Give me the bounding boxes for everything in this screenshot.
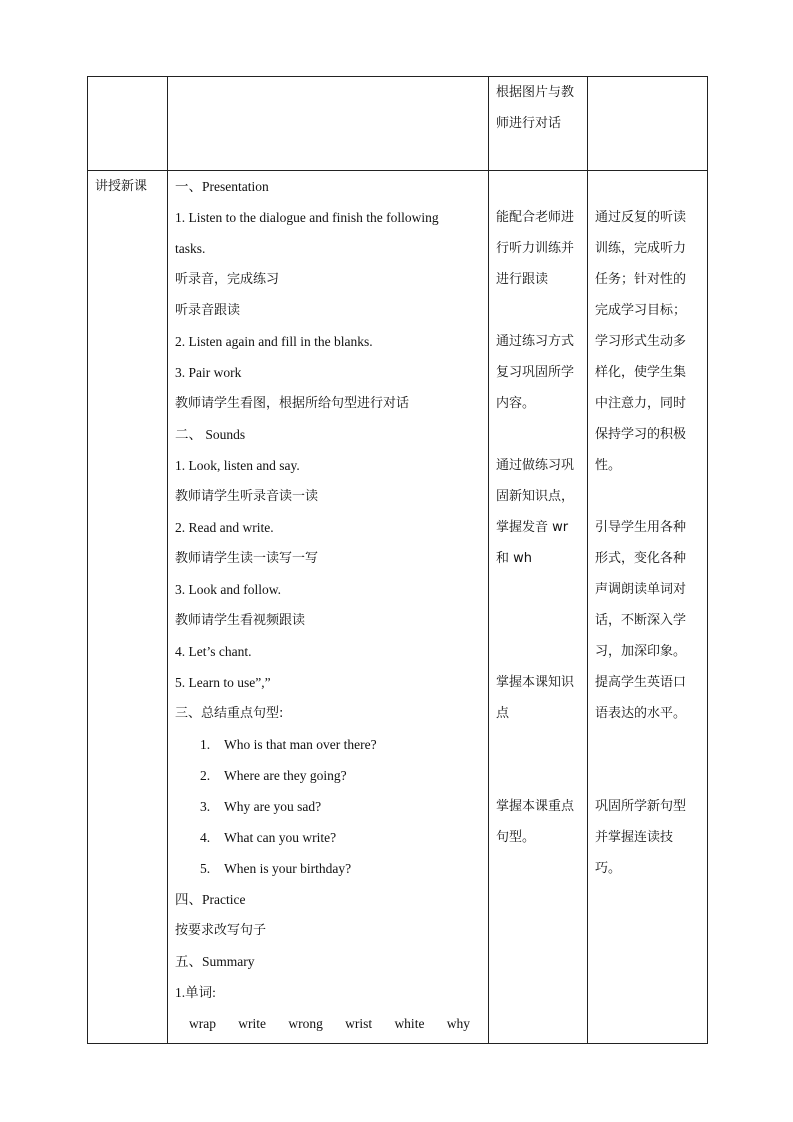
activity-line: 复习巩固所学 [496,365,575,380]
student-activity-line: 根据图片与教 [496,85,575,100]
teaching-content-cell [168,171,489,1044]
content-line: 5. Learn to use”,” [175,675,271,690]
pattern-item: 5. When is your birthday? [200,861,352,876]
content-line: 教师请学生听录音读一读 [175,489,319,504]
word-item: wrap [189,1016,216,1031]
activity-line: 掌握本课重点 [496,799,575,814]
content-line: 2. Read and write. [175,520,274,535]
activity-line: 行听力训练并 [496,241,575,256]
activity-line: 进行跟读 [496,272,549,287]
row1-col4-cell [588,77,708,171]
activity-line: 内容。 [496,396,536,411]
intent-line: 提高学生英语口 [595,675,687,690]
intent-line: 引导学生用各种 [595,520,687,535]
word-item: wrong [288,1016,323,1031]
student-activity-cell [489,171,588,1044]
row1-col3-cell [489,77,588,171]
section-label-cell [88,171,168,1044]
content-line: 3. Look and follow. [175,582,281,597]
sounds-heading: 二、 Sounds [175,427,246,442]
content-line: 听录音跟读 [175,303,241,318]
word-item: write [238,1016,267,1031]
content-line: 1. Listen to the dialogue and finish the following [175,210,439,225]
word-item: white [394,1016,425,1031]
word-list [175,1008,481,1039]
content-line: tasks. [175,241,206,256]
content-line: 1. Look, listen and say. [175,458,300,473]
pattern-item: 2. Where are they going? [200,768,347,783]
intent-line: 形式，变化各种 [595,551,687,566]
intent-line: 完成学习目标； [595,303,687,318]
patterns-heading: 三、总结重点句型: [175,706,284,721]
activity-line: 句型。 [496,830,536,845]
word-item: wrist [345,1016,373,1031]
activity-line: 点 [496,706,510,721]
intent-line: 样化，使学生集 [595,365,687,380]
intent-line: 保持学习的积极 [595,427,687,442]
intent-line: 习，加深印象。 [595,644,687,659]
content-line: 教师请学生读一读写一写 [175,551,319,566]
pattern-item: 4. What can you write? [200,830,337,845]
activity-line: 通过做练习巩 [496,458,575,473]
table-row-main [88,171,708,1044]
row1-col2-cell [168,77,489,171]
intent-line: 中注意力，同时 [595,396,687,411]
table-row-top [88,77,708,171]
words-label: 1.单词: [175,985,216,1000]
intent-line: 话，不断深入学 [595,613,687,628]
content-line: 按要求改写句子 [175,923,267,938]
intent-line: 学习形式生动多 [595,334,687,349]
presentation-heading: 一、Presentation [175,179,269,194]
intent-line: 通过反复的听读 [595,210,687,225]
lesson-plan-table [87,76,708,1044]
intent-line: 巧。 [595,861,622,876]
intent-line: 巩固所学新句型 [595,799,687,814]
content-line: 教师请学生看视频跟读 [175,613,306,628]
intent-line: 声调朗读单词对 [595,582,687,597]
student-activity-line: 师进行对话 [496,116,562,131]
intent-line: 任务；针对性的 [595,272,687,287]
intent-line: 并掌握连读技 [595,830,674,845]
intent-line: 性。 [595,458,622,473]
section-label: 讲授新课 [95,179,148,194]
pattern-item: 3. Why are you sad? [200,799,322,814]
summary-heading: 五、Summary [175,954,255,969]
intent-line: 训练，完成听力 [595,241,687,256]
intent-line: 语表达的水平。 [595,706,687,721]
activity-line: 能配合老师进 [496,210,575,225]
content-line: 2. Listen again and fill in the blanks. [175,334,373,349]
content-line: 教师请学生看图，根据所给句型进行对话 [175,396,410,411]
activity-line: 和 wh [496,551,533,566]
content-line: 4. Let’s chant. [175,644,252,659]
activity-line: 通过练习方式 [496,334,575,349]
practice-heading: 四、Practice [175,892,246,907]
activity-line: 掌握本课知识 [496,675,575,690]
activity-line: 固新知识点， [496,489,575,504]
activity-line: 掌握发音 wr [496,520,569,535]
word-item: why [446,1016,470,1031]
row1-col1-cell [88,77,168,171]
content-line: 听录音，完成练习 [175,272,280,287]
pattern-item: 1. Who is that man over there? [200,737,377,752]
design-intent-cell [588,171,708,1044]
content-line: 3. Pair work [175,365,242,380]
